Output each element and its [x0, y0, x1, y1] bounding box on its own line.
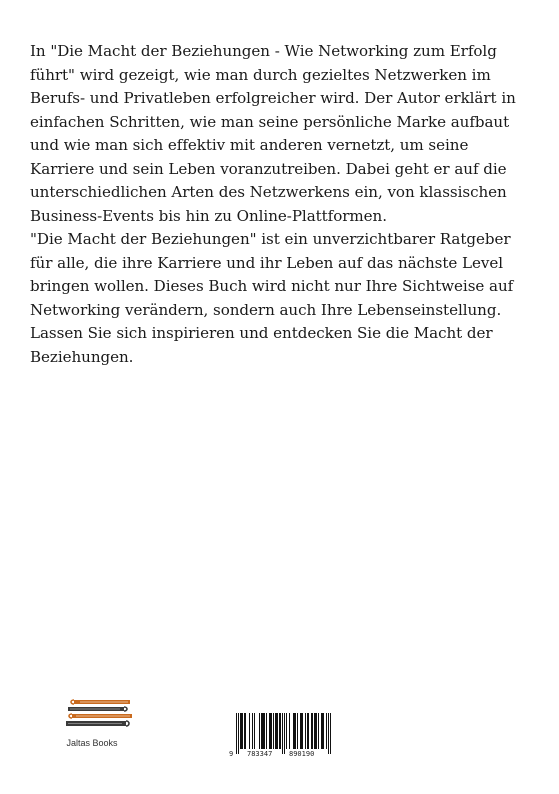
blurb-paragraph-1: In "Die Macht der Beziehungen - Wie Networking zum Erfolg führt" wird gezeigt, wie man durch gezieltes Netzwerken im Berufs- und Privatleben erfolgreicher wird. Der Autor erklärt in einfachen Schritten, wie man seine persönliche Marke aufbaut und wie man sich effektiv mit anderen vernetzt, um seine Karriere und sein Leben voranzutreiben. Dabei geht er auf die unterschiedlichen Arten des Netzwerkens ein, von klassischen Business-Events bis hin zu Online-Plattformen.: [30, 42, 516, 225]
publisher-name: Jaltas Books: [66, 738, 118, 748]
barcode-bar: [277, 713, 278, 749]
barcode-bar: [321, 713, 322, 749]
barcode-bar: [245, 713, 246, 749]
barcode-bar: [322, 713, 323, 749]
barcode-bar: [301, 713, 302, 749]
barcode-bar: [266, 713, 267, 749]
stacked-books-icon: [60, 692, 136, 736]
barcode-bar: [270, 713, 271, 749]
barcode-bar: [269, 713, 270, 749]
barcode-bar: [308, 713, 309, 749]
isbn-barcode: [228, 713, 332, 759]
blurb-paragraph-2: "Die Macht der Beziehungen" ist ein unverzichtbarer Ratgeber für alle, die ihre Karriere und ihr Leben auf das nächste Level bringen wollen. Dieses Buch wird nicht nur Ihre Sichtweise auf Networking verändern, sondern auch Ihre Lebenseinstellung. Lassen Sie sich inspirieren und entdecken Sie die Macht der Beziehungen.: [30, 230, 514, 366]
barcode-bar: [293, 713, 294, 749]
barcode-bar: [316, 713, 317, 749]
back-cover-blurb: [30, 40, 516, 369]
barcode-right-digits: 890190: [289, 750, 315, 758]
barcode-bar: [326, 713, 327, 749]
barcode-bar: [289, 713, 290, 749]
barcode-left-digits: 783347: [247, 750, 273, 758]
barcode-bar: [307, 713, 308, 749]
barcode-bar: [241, 713, 242, 749]
barcode-bar: [238, 713, 239, 754]
barcode-bar: [302, 713, 303, 749]
barcode-bar: [261, 713, 262, 749]
barcode-bar: [264, 713, 265, 749]
barcode-bar: [294, 713, 295, 749]
barcode-bar: [305, 713, 306, 749]
barcode-bar: [263, 713, 264, 749]
barcode-bar: [284, 713, 285, 754]
barcode-bar: [295, 713, 296, 749]
barcode-bar: [314, 713, 315, 749]
barcode-bar: [323, 713, 324, 749]
barcode-bars: [228, 713, 332, 759]
barcode-bar: [282, 713, 283, 754]
barcode-bar: [280, 713, 281, 749]
barcode-bar: [254, 713, 255, 749]
barcode-bar: [279, 713, 280, 749]
barcode-bar: [275, 713, 276, 749]
barcode-bar: [297, 713, 298, 749]
barcode-bar: [252, 713, 253, 749]
barcode-bar: [315, 713, 316, 749]
barcode-lead-digit: 9: [229, 750, 234, 758]
barcode-bar: [311, 713, 312, 749]
barcode-bar: [236, 713, 237, 754]
barcode-bar: [328, 713, 329, 754]
barcode-bar: [262, 713, 263, 749]
barcode-bar: [242, 713, 243, 749]
barcode-bar: [300, 713, 301, 749]
barcode-bar: [273, 713, 274, 749]
barcode-bar: [286, 713, 287, 749]
barcode-bar: [244, 713, 245, 749]
barcode-bar: [318, 713, 319, 749]
barcode-bar: [249, 713, 250, 749]
barcode-bar: [259, 713, 260, 749]
barcode-bar: [276, 713, 277, 749]
barcode-bar: [330, 713, 331, 754]
barcode-bar: [271, 713, 272, 749]
barcode-bar: [240, 713, 241, 749]
publisher-logo: [48, 692, 148, 748]
barcode-bar: [312, 713, 313, 749]
